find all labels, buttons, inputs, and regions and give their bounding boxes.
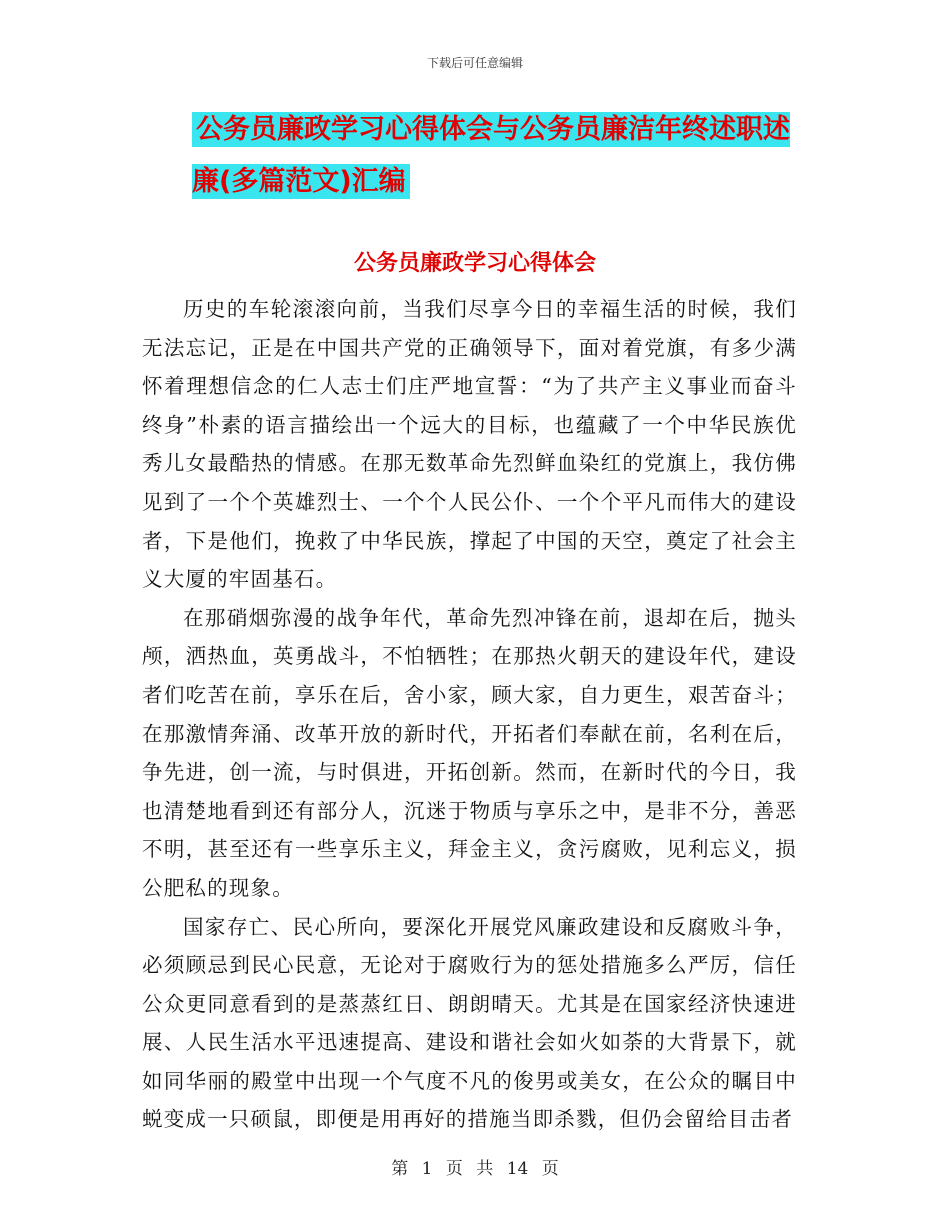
document-title-text: 公务员廉政学习心得体会与公务员廉洁年终述职述廉(多篇范文)汇编 bbox=[192, 114, 790, 197]
paragraph-1: 历史的车轮滚滚向前，当我们尽享今日的幸福生活的时候，我们无法忘记，正是在中国共产党的正确领导下，面对着党旗，有多少满怀着理想信念的仁人志士们庄严地宣誓：“为了共产主义事业而奋斗终身”朴素的语言描绘出一个远大的目标，也蕴藏了一个中华民族优秀儿女最酷热的情感。在那无数革命先烈鲜血染红的党旗上，我仿佛见到了一个个英雄烈士、一个个人民公仆、一个个平凡而伟大的建设者，下是他们，挽救了中华民族，撑起了中国的天空，奠定了社会主义大厦的牢固基石。 bbox=[142, 297, 797, 592]
document-title bbox=[192, 104, 812, 208]
header-note: 下载后可任意编辑 bbox=[426, 56, 523, 70]
paragraph-2: 在那硝烟弥漫的战争年代，革命先烈冲锋在前，退却在后，抛头颅，洒热血，英勇战斗，不怕牺牲；在那热火朝天的建设年代，建设者们吃苦在前，享乐在后，舍小家，顾大家，自力更生，艰苦奋斗；在那激情奔涌、改革开放的新时代，开拓者们奉献在前，名利在后，争先进，创一流，与时俱进，开拓创新。然而，在新时代的今日，我也清楚地看到还有部分人，沉迷于物质与享乐之中，是非不分，善恶不明，甚至还有一些享乐主义，拜金主义，贪污腐败，见利忘义，损公肥私的现象。 bbox=[142, 605, 797, 900]
document-body bbox=[142, 290, 797, 1139]
section-title: 公务员廉政学习心得体会 bbox=[353, 251, 596, 276]
page-footer: 第 1 页 共 14 页 bbox=[391, 1159, 559, 1179]
paragraph-3: 国家存亡、民心所向，要深化开展党风廉政建设和反腐败斗争，必须顾忌到民心民意，无论对于腐败行为的惩处措施多么严厉，信任公众更同意看到的是蒸蒸红日、朗朗晴天。尤其是在国家经济快速进展、人民生活水平迅速提高、建设和谐社会如火如荼的大背景下，就如同华丽的殿堂中出现一个气度不凡的俊男或美女，在公众的瞩目中蜕变成一只硕鼠，即便是用再好的措施当即杀戮，但仍会留给目击者 bbox=[142, 914, 797, 1132]
